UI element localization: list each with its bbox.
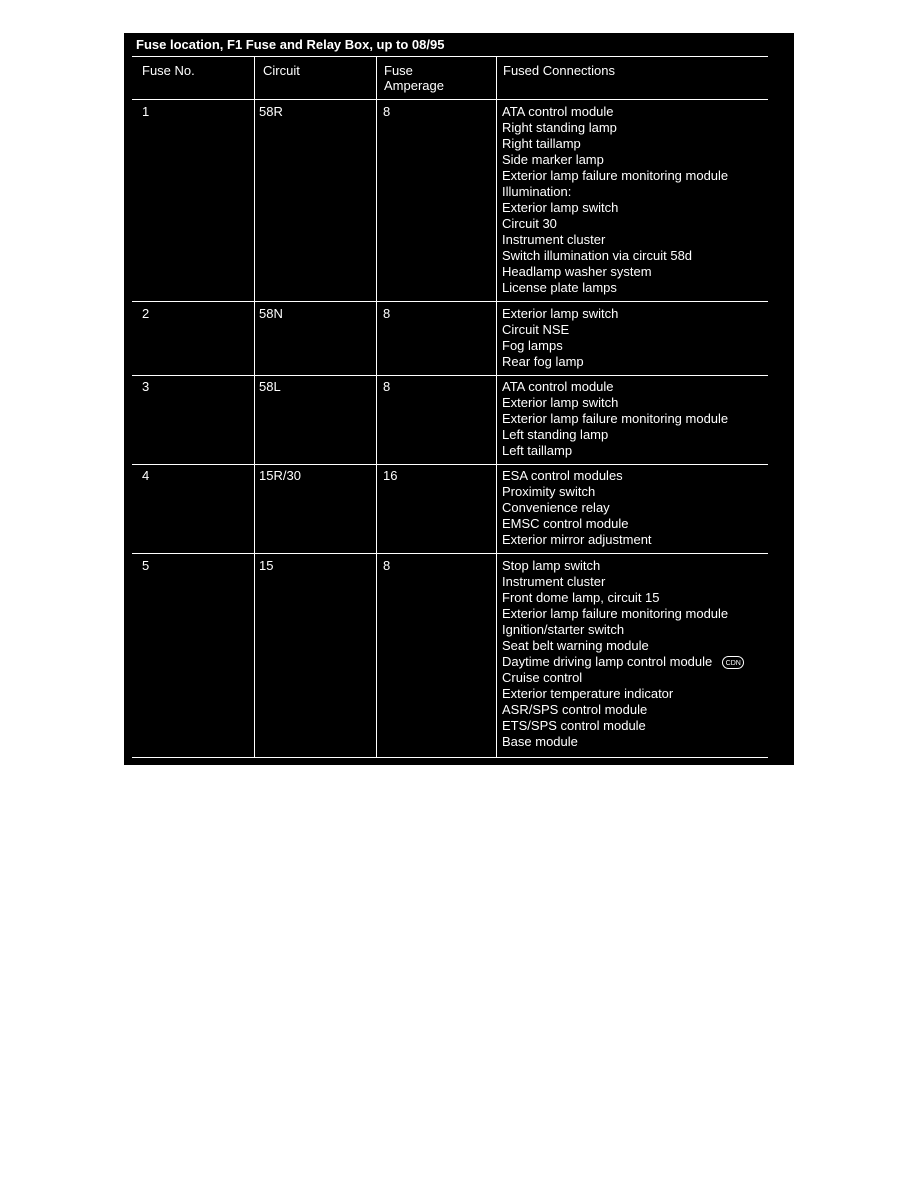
connection-item <box>502 379 728 395</box>
connection-item <box>502 638 744 654</box>
row-3-circuit: 58L <box>259 379 281 394</box>
connection-item <box>502 264 728 280</box>
connection-item <box>502 702 744 718</box>
connection-label: ASR/SPS control module <box>502 702 648 717</box>
connection-label: Side marker lamp <box>502 152 604 167</box>
row-1-circuit: 58R <box>259 104 283 119</box>
connection-item <box>502 468 652 484</box>
row-4-bottom-rule <box>132 553 768 554</box>
connection-item <box>502 200 728 216</box>
connection-item <box>502 411 728 427</box>
connection-label: License plate lamps <box>502 280 617 295</box>
row-4-amperage: 16 <box>383 468 398 483</box>
connection-item <box>502 280 728 296</box>
row-5-bottom-rule <box>132 757 768 758</box>
row-1-bottom-rule <box>132 301 768 302</box>
connection-label: Exterior temperature indicator <box>502 686 674 701</box>
header-bottom-rule <box>132 99 768 100</box>
column-divider-circuit <box>254 56 255 757</box>
connection-label: ESA control modules <box>502 468 623 483</box>
connection-label: Exterior lamp switch <box>502 200 619 215</box>
row-5-amperage: 8 <box>383 558 391 573</box>
row-1-fuse-no: 1 <box>142 104 150 119</box>
connection-label: Instrument cluster <box>502 574 606 589</box>
connection-item <box>502 622 744 638</box>
connection-item <box>502 500 652 516</box>
connection-item <box>502 443 728 459</box>
row-4-circuit: 15R/30 <box>259 468 301 483</box>
header-amperage-line1: Fuse <box>384 63 413 78</box>
row-5-fuse-no: 5 <box>142 558 150 573</box>
connection-item <box>502 354 618 370</box>
connection-item <box>502 136 728 152</box>
connection-item <box>502 338 618 354</box>
connection-label: Circuit NSE <box>502 322 570 337</box>
row-5-connections <box>502 558 744 750</box>
column-divider-amperage <box>376 56 377 757</box>
connection-item <box>502 654 744 670</box>
connection-label: Exterior lamp switch <box>502 395 619 410</box>
connection-item <box>502 516 652 532</box>
column-divider-connections <box>496 56 497 757</box>
cdn-badge-icon: CDN <box>722 656 744 669</box>
connection-label: Daytime driving lamp control module <box>502 654 713 669</box>
connection-item <box>502 558 744 574</box>
row-2-amperage: 8 <box>383 306 391 321</box>
connection-item <box>502 216 728 232</box>
connection-label: Cruise control <box>502 670 583 685</box>
header-fused-connections: Fused Connections <box>503 63 616 78</box>
row-2-connections <box>502 306 618 370</box>
connection-item <box>502 590 744 606</box>
connection-item <box>502 574 744 590</box>
connection-label: Base module <box>502 734 578 749</box>
connection-label: Left standing lamp <box>502 427 609 442</box>
connection-label: Ignition/starter switch <box>502 622 625 637</box>
connection-label: Seat belt warning module <box>502 638 649 653</box>
row-4-fuse-no: 4 <box>142 468 150 483</box>
connection-label: Illumination: <box>502 184 572 199</box>
connection-label: EMSC control module <box>502 516 629 531</box>
connection-item <box>502 120 728 136</box>
connection-label: Headlamp washer system <box>502 264 652 279</box>
connection-item <box>502 184 728 200</box>
row-5-circuit: 15 <box>259 558 274 573</box>
connection-label: Exterior lamp failure monitoring module <box>502 411 729 426</box>
connection-label: Exterior lamp switch <box>502 306 619 321</box>
connection-label: Stop lamp switch <box>502 558 601 573</box>
connection-label: Rear fog lamp <box>502 354 584 369</box>
connection-item <box>502 168 728 184</box>
connection-label: Right standing lamp <box>502 120 617 135</box>
connection-item <box>502 484 652 500</box>
connection-label: ATA control module <box>502 379 614 394</box>
row-3-amperage: 8 <box>383 379 391 394</box>
connection-label: Proximity switch <box>502 484 596 499</box>
header-amperage-line2: Amperage <box>384 78 444 93</box>
connection-label: Convenience relay <box>502 500 610 515</box>
connection-label: Instrument cluster <box>502 232 606 247</box>
header-fuse-no: Fuse No. <box>142 63 195 78</box>
connection-label: Fog lamps <box>502 338 563 353</box>
connection-label: ATA control module <box>502 104 614 119</box>
table-title: Fuse location, F1 Fuse and Relay Box, up to 08/95 <box>136 37 445 52</box>
connection-label: Front dome lamp, circuit 15 <box>502 590 660 605</box>
connection-label: Left taillamp <box>502 443 573 458</box>
connection-item <box>502 734 744 750</box>
connection-item <box>502 104 728 120</box>
connection-label: Exterior lamp failure monitoring module <box>502 606 729 621</box>
row-1-connections <box>502 104 728 296</box>
row-3-bottom-rule <box>132 464 768 465</box>
row-2-fuse-no: 2 <box>142 306 150 321</box>
fuse-table-panel <box>124 33 794 765</box>
connection-item <box>502 306 618 322</box>
connection-label: ETS/SPS control module <box>502 718 646 733</box>
connection-label: Circuit 30 <box>502 216 557 231</box>
connection-item <box>502 427 728 443</box>
row-3-connections <box>502 379 728 459</box>
header-top-rule <box>132 56 768 57</box>
row-2-bottom-rule <box>132 375 768 376</box>
connection-item <box>502 152 728 168</box>
connection-item <box>502 606 744 622</box>
connection-item <box>502 395 728 411</box>
header-circuit: Circuit <box>263 63 300 78</box>
row-1-amperage: 8 <box>383 104 391 119</box>
connection-label: Switch illumination via circuit 58d <box>502 248 693 263</box>
connection-item <box>502 322 618 338</box>
row-2-circuit: 58N <box>259 306 283 321</box>
row-4-connections <box>502 468 652 548</box>
connection-item <box>502 718 744 734</box>
connection-item <box>502 248 728 264</box>
connection-item <box>502 686 744 702</box>
connection-item <box>502 532 652 548</box>
connection-item <box>502 232 728 248</box>
row-3-fuse-no: 3 <box>142 379 150 394</box>
connection-label: Right taillamp <box>502 136 581 151</box>
connection-label: Exterior mirror adjustment <box>502 532 652 547</box>
connection-item <box>502 670 744 686</box>
connection-label: Exterior lamp failure monitoring module <box>502 168 729 183</box>
